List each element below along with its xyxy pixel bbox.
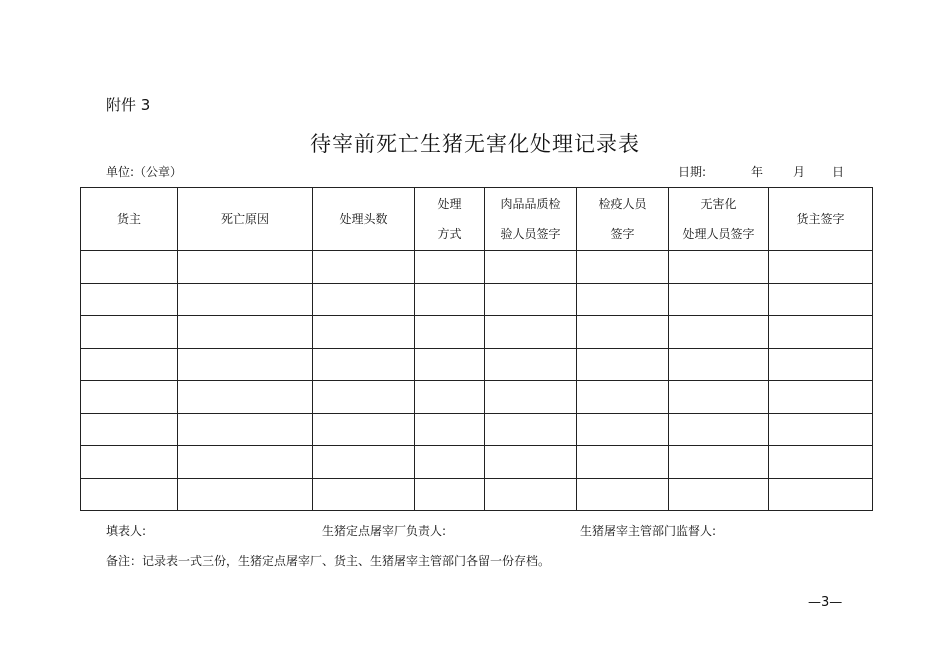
table-cell[interactable] <box>669 381 769 414</box>
table-cell[interactable] <box>178 446 313 479</box>
col-header-text: 方式 <box>437 227 462 241</box>
table-cell[interactable] <box>769 478 873 511</box>
page-number: —3— <box>808 595 843 610</box>
record-table <box>80 187 873 511</box>
date-day-label: 日 <box>832 165 845 179</box>
table-cell[interactable] <box>81 478 178 511</box>
table-cell[interactable] <box>415 316 485 349</box>
col-header-quarantine-staff <box>577 188 669 251</box>
table-cell[interactable] <box>81 446 178 479</box>
col-header-text: 验人员签字 <box>500 227 561 241</box>
table-cell[interactable] <box>769 381 873 414</box>
table-row <box>81 478 873 511</box>
table-cell[interactable] <box>669 446 769 479</box>
table-cell[interactable] <box>81 251 178 284</box>
col-header-head-count <box>313 188 415 251</box>
table-cell[interactable] <box>415 478 485 511</box>
table-cell[interactable] <box>415 413 485 446</box>
table-row <box>81 446 873 479</box>
table-cell[interactable] <box>769 413 873 446</box>
col-header-text: 肉品品质检 <box>500 197 561 211</box>
table-row <box>81 251 873 284</box>
supervisor-label: 生猪屠宰主管部门监督人: <box>580 524 717 538</box>
table-cell[interactable] <box>485 316 577 349</box>
table-cell[interactable] <box>769 348 873 381</box>
attachment-label: 附件 3 <box>106 96 151 114</box>
table-cell[interactable] <box>669 283 769 316</box>
table-cell[interactable] <box>313 348 415 381</box>
table-cell[interactable] <box>669 478 769 511</box>
col-header-owner-signature <box>769 188 873 251</box>
col-header-text: 无害化 <box>700 197 737 211</box>
table-cell[interactable] <box>485 478 577 511</box>
remarks-note: 备注：记录表一式三份，生猪定点屠宰厂、货主、生猪屠宰主管部门各留一份存档。 <box>106 554 551 568</box>
table-row <box>81 283 873 316</box>
table-cell[interactable] <box>415 381 485 414</box>
col-header-meat-inspector <box>485 188 577 251</box>
table-cell[interactable] <box>669 251 769 284</box>
table-cell[interactable] <box>769 316 873 349</box>
col-header-text: 检疫人员 <box>598 197 647 211</box>
col-header-text: 处理人员签字 <box>682 227 755 241</box>
table-cell[interactable] <box>81 316 178 349</box>
table-cell[interactable] <box>577 478 669 511</box>
table-cell[interactable] <box>577 381 669 414</box>
table-cell[interactable] <box>178 251 313 284</box>
table-cell[interactable] <box>313 251 415 284</box>
table-cell[interactable] <box>178 478 313 511</box>
table-cell[interactable] <box>415 283 485 316</box>
table-cell[interactable] <box>415 348 485 381</box>
table-cell[interactable] <box>178 413 313 446</box>
table-cell[interactable] <box>577 316 669 349</box>
table-cell[interactable] <box>178 283 313 316</box>
table-cell[interactable] <box>769 283 873 316</box>
col-header-disposal-staff <box>669 188 769 251</box>
unit-label: 单位:（公章） <box>106 165 183 179</box>
table-cell[interactable] <box>313 381 415 414</box>
filler-label: 填表人: <box>106 524 147 538</box>
table-cell[interactable] <box>669 348 769 381</box>
table-cell[interactable] <box>313 283 415 316</box>
col-header-text: 处理 <box>437 197 462 211</box>
date-label: 日期: <box>678 165 707 179</box>
table-row <box>81 348 873 381</box>
table-row <box>81 316 873 349</box>
table-cell[interactable] <box>577 348 669 381</box>
col-header-owner <box>81 188 178 251</box>
table-cell[interactable] <box>178 348 313 381</box>
col-header-text: 处理头数 <box>339 212 388 226</box>
table-cell[interactable] <box>81 413 178 446</box>
table-cell[interactable] <box>485 413 577 446</box>
table-cell[interactable] <box>669 413 769 446</box>
table-cell[interactable] <box>415 446 485 479</box>
table-cell[interactable] <box>178 381 313 414</box>
col-header-death-cause <box>178 188 313 251</box>
date-year-label: 年 <box>751 165 764 179</box>
col-header-text: 签字 <box>610 227 635 241</box>
table-cell[interactable] <box>313 316 415 349</box>
table-cell[interactable] <box>485 283 577 316</box>
table-cell[interactable] <box>485 251 577 284</box>
table-cell[interactable] <box>769 446 873 479</box>
table-cell[interactable] <box>577 251 669 284</box>
table-cell[interactable] <box>577 283 669 316</box>
table-cell[interactable] <box>415 251 485 284</box>
table-cell[interactable] <box>669 316 769 349</box>
table-cell[interactable] <box>313 413 415 446</box>
table-cell[interactable] <box>769 251 873 284</box>
table-cell[interactable] <box>81 348 178 381</box>
table-row <box>81 413 873 446</box>
table-row <box>81 381 873 414</box>
col-header-method <box>415 188 485 251</box>
table-cell[interactable] <box>81 381 178 414</box>
responsible-person-label: 生猪定点屠宰厂负责人: <box>322 524 447 538</box>
table-cell[interactable] <box>313 446 415 479</box>
table-cell[interactable] <box>577 413 669 446</box>
col-header-text: 货主 <box>116 212 141 226</box>
col-header-text: 死亡原因 <box>220 212 269 226</box>
table-cell[interactable] <box>485 381 577 414</box>
table-cell[interactable] <box>81 283 178 316</box>
page-title: 待宰前死亡生猪无害化处理记录表 <box>310 132 640 156</box>
table-cell[interactable] <box>577 446 669 479</box>
table-cell[interactable] <box>485 446 577 479</box>
table-cell[interactable] <box>485 348 577 381</box>
date-month-label: 月 <box>793 165 806 179</box>
col-header-text: 货主签字 <box>796 212 845 226</box>
table-body <box>81 251 873 511</box>
table-header-row <box>81 188 873 251</box>
table-cell[interactable] <box>313 478 415 511</box>
table-cell[interactable] <box>178 316 313 349</box>
